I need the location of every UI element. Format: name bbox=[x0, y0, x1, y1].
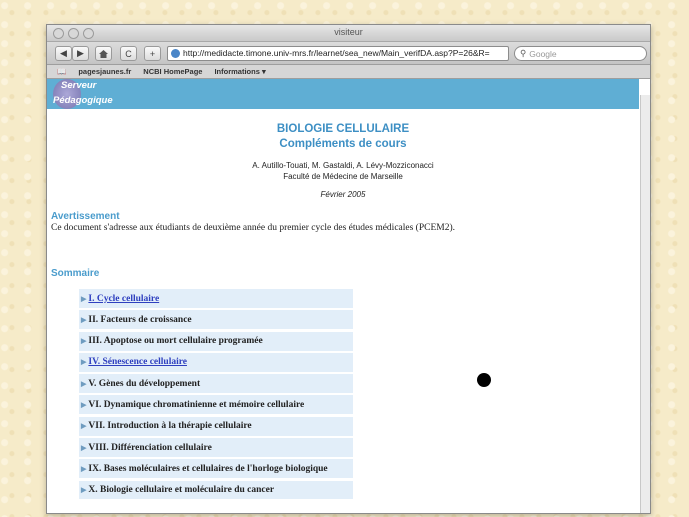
menu-item-genes[interactable] bbox=[79, 374, 353, 393]
home-icon bbox=[99, 50, 108, 58]
site-logo-text[interactable] bbox=[53, 79, 113, 108]
back-button[interactable]: ◀ bbox=[55, 46, 72, 61]
add-bookmark-button[interactable]: + bbox=[144, 46, 161, 61]
menu-item-label: X. Biologie cellulaire et moléculaire du cancer bbox=[88, 485, 275, 496]
date: Février 2005 bbox=[320, 190, 366, 199]
summary-menu bbox=[79, 289, 353, 499]
page-content bbox=[47, 79, 650, 499]
browser-window bbox=[46, 24, 651, 514]
authors: A. Autillo-Touati, M. Gastaldi, A. Lévy-Mozziconacci bbox=[252, 161, 434, 170]
search-icon: ⚲ bbox=[520, 48, 527, 58]
arrow-right-icon: ▶ bbox=[81, 443, 87, 452]
menu-item-chromatine[interactable] bbox=[79, 395, 353, 414]
arrow-right-icon: ▶ bbox=[81, 358, 87, 367]
bookmark-item[interactable]: Informations ▾ bbox=[214, 67, 266, 76]
menu-item-label: III. Apoptose ou mort cellulaire programée bbox=[88, 336, 263, 347]
logo-line-1: Serveur bbox=[61, 80, 97, 91]
bookmarks-book-icon[interactable]: 📖 bbox=[57, 67, 67, 76]
arrow-right-icon: ▶ bbox=[81, 464, 87, 473]
menu-item-label: V. Gènes du développement bbox=[88, 378, 201, 389]
menu-item-label: I. Cycle cellulaire bbox=[88, 293, 160, 304]
menu-item-horloge[interactable] bbox=[79, 459, 353, 478]
bookmarks-bar bbox=[47, 65, 650, 79]
menu-item-therapie[interactable] bbox=[79, 417, 353, 436]
menu-item-label: VIII. Différenciation cellulaire bbox=[88, 442, 212, 453]
forward-button[interactable]: ▶ bbox=[72, 46, 89, 61]
menu-item-cancer[interactable] bbox=[79, 481, 353, 499]
reload-button[interactable]: C bbox=[120, 46, 137, 61]
arrow-right-icon: ▶ bbox=[81, 294, 87, 303]
address-bar[interactable] bbox=[167, 46, 509, 61]
arrow-right-icon: ▶ bbox=[81, 422, 87, 431]
pointer-dot bbox=[477, 373, 491, 387]
arrow-right-icon: ▶ bbox=[81, 379, 87, 388]
summary-heading: Sommaire bbox=[51, 268, 100, 279]
header-banner bbox=[47, 79, 639, 109]
globe-icon bbox=[171, 49, 180, 58]
arrow-right-icon: ▶ bbox=[81, 315, 87, 324]
page-subtitle: Compléments de cours bbox=[279, 138, 407, 150]
menu-item-senescence[interactable] bbox=[79, 353, 353, 372]
address-text: http://medidacte.timone.univ-mrs.fr/learnet/sea_new/Main_verifDA.asp?P=26&R= bbox=[183, 48, 490, 58]
warning-text: Ce document s'adresse aux étudiants de deuxième année du premier cycle des études médicales (PCEM2). bbox=[51, 223, 456, 233]
bookmark-item[interactable]: NCBI HomePage bbox=[143, 67, 203, 76]
menu-item-label: VI. Dynamique chromatinienne et mémoire cellulaire bbox=[88, 399, 305, 410]
search-placeholder: Google bbox=[529, 48, 557, 59]
menu-item-label: II. Facteurs de croissance bbox=[88, 314, 192, 325]
menu-item-apoptose[interactable] bbox=[79, 332, 353, 351]
browser-toolbar bbox=[47, 42, 650, 65]
menu-item-label: VII. Introduction à la thérapie cellulaire bbox=[88, 421, 252, 432]
vertical-scrollbar[interactable] bbox=[640, 95, 650, 513]
menu-item-label: IX. Bases moléculaires et cellulaires de l'horloge biologique bbox=[88, 463, 328, 474]
arrow-right-icon: ▶ bbox=[81, 486, 87, 495]
window-title: visiteur bbox=[334, 27, 363, 37]
faculty: Faculté de Médecine de Marseille bbox=[283, 172, 403, 181]
arrow-right-icon: ▶ bbox=[81, 400, 87, 409]
menu-item-label: IV. Sénescence cellulaire bbox=[88, 357, 187, 368]
menu-item-cycle[interactable] bbox=[79, 289, 353, 308]
page-title: BIOLOGIE CELLULAIRE bbox=[276, 123, 410, 135]
title-bar bbox=[47, 25, 650, 42]
menu-item-facteurs[interactable] bbox=[79, 310, 353, 329]
bookmark-item[interactable]: pagesjaunes.fr bbox=[78, 67, 132, 76]
search-field[interactable] bbox=[514, 46, 647, 61]
home-button[interactable] bbox=[95, 46, 112, 61]
warning-heading: Avertissement bbox=[51, 211, 120, 222]
logo-line-2: Pédagogique bbox=[53, 95, 113, 106]
arrow-right-icon: ▶ bbox=[81, 337, 87, 346]
menu-item-differenciation[interactable] bbox=[79, 438, 353, 457]
